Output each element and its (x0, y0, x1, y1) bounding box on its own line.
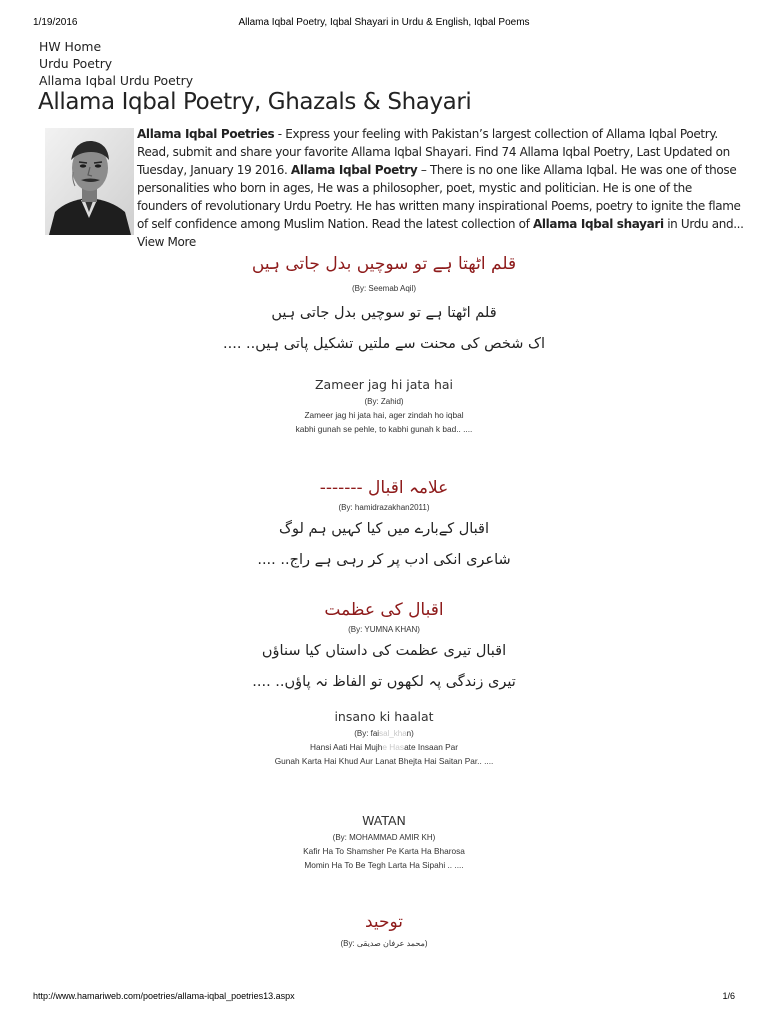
poem-title[interactable]: اقبال کی عظمت (324, 600, 444, 620)
poem-line-part: ate Insaan Par (404, 742, 459, 752)
poem-author: (By: محمد عرفان صدیقی) (340, 939, 428, 948)
view-more-link[interactable]: View More (137, 235, 196, 249)
poem-line: kabhi gunah se pehle, to kabhi gunah k bad.. .... (295, 424, 473, 434)
poem-author (40, 728, 728, 740)
poem-author-part: n) (406, 729, 414, 738)
breadcrumb (39, 38, 539, 89)
poem-title[interactable]: علامہ اقبال ------- (319, 478, 449, 498)
intro-bold-3: Allama Iqbal shayari (532, 217, 664, 231)
poem-list (40, 252, 728, 950)
poem-item (40, 252, 728, 376)
poem-line: قلم اٹھتا ہے تو سوچیں بدل جاتی ہیں (271, 305, 497, 321)
poem-author: (By: YUMNA KHAN) (348, 625, 420, 634)
breadcrumb-hw-home[interactable]: HW Home (39, 39, 102, 54)
page-title: Allama Iqbal Poetry, Ghazals & Shayari (38, 89, 472, 115)
poem-title[interactable]: توحید (364, 912, 404, 932)
intro-text-1: - Express your feeling with Pakistan’s largest collection of Allama Iqbal Poetry. Read, submit and share your favorite Allama Iqbal Shayari. Find 74 Allama Iqbal Poetry, Last Updated on Tuesday, January 19 2016. (137, 127, 730, 177)
poem-author: (By: MOHAMMAD AMIR KH) (332, 833, 436, 842)
print-page-title: Allama Iqbal Poetry, Iqbal Shayari in Urdu & English, Iqbal Poems (238, 17, 530, 28)
poem-line-part: Hansi Aati Hai Mujh (309, 742, 383, 752)
intro-text (137, 125, 745, 251)
poem-item (40, 476, 728, 598)
poem-line: شاعری انکی ادب پر کر رہی ہے راج.. .... (257, 552, 511, 568)
poem-line: Momin Ha To Be Tegh Larta Ha Sipahi .. .... (304, 860, 464, 870)
poem-item (40, 598, 728, 708)
poem-title[interactable]: insano ki haalat (334, 709, 434, 724)
intro-text-3: in Urdu and... (663, 217, 744, 231)
poem-author: (By: hamidrazakhan2011) (338, 503, 430, 512)
poem-item (40, 708, 728, 812)
print-footer (0, 991, 768, 1005)
poem-line: Zameer jag hi jata hai, ager zindah ho iqbal (304, 410, 464, 420)
poet-portrait (45, 128, 134, 235)
intro-text-2: – There is no one like Allama Iqbal. He was one of those personalities who born in ages, He was a philosopher, poet, mystic and politician. He is one of the founders of revolutionary Urdu Poetry. He has written many inspirational Poems, poetry to ignite the flame of self confidence among Muslim Nation. Read the latest collection of (137, 163, 741, 231)
poem-line: Gunah Karta Hai Khud Aur Lanat Bhejta Hai Saitan Par.. .... (274, 756, 494, 766)
poem-line (40, 740, 728, 754)
poem-line: اقبال کےبارے میں کیا کہیں ہم لوگ (278, 521, 490, 537)
intro-bold-1: Allama Iqbal Poetries (137, 127, 275, 141)
poem-item (40, 376, 728, 476)
poem-title[interactable]: WATAN (362, 813, 406, 828)
poem-author: (By: Seemab Aqil) (351, 284, 417, 293)
poem-title[interactable]: Zameer jag hi jata hai (314, 377, 454, 392)
poem-title[interactable]: قلم اٹھتا ہے تو سوچیں بدل جاتی ہیں (251, 254, 517, 274)
poem-author: (By: Zahid) (364, 397, 404, 406)
print-page-number: 1/6 (722, 991, 735, 1001)
print-header (0, 17, 768, 31)
poem-item (40, 812, 728, 910)
poem-line: تیری زندگی پہ لکھوں تو الفاظ نہ پاؤں.. .... (252, 674, 516, 690)
poem-author-part-faded: sal_kha (379, 729, 407, 738)
print-date: 1/19/2016 (33, 17, 78, 28)
poem-line: Kafir Ha To Shamsher Pe Karta Ha Bharosa (303, 846, 465, 856)
poem-line-part-faded: e Has (382, 742, 405, 752)
poem-item (40, 910, 728, 950)
breadcrumb-urdu-poetry[interactable]: Urdu Poetry (39, 56, 113, 71)
print-url: http://www.hamariweb.com/poetries/allama-iqbal_poetries13.aspx (33, 991, 295, 1001)
poem-author-part: (By: fai (354, 729, 380, 738)
poem-line: اقبال تیری عظمت کی داستاں کیا سناؤں (261, 643, 507, 659)
intro-bold-2: Allama Iqbal Poetry (290, 163, 418, 177)
breadcrumb-allama-iqbal[interactable]: Allama Iqbal Urdu Poetry (39, 73, 194, 88)
poem-line: اک شخص کی محنت سے ملتیں تشکیل پاتی ہیں.. .... (223, 336, 545, 352)
